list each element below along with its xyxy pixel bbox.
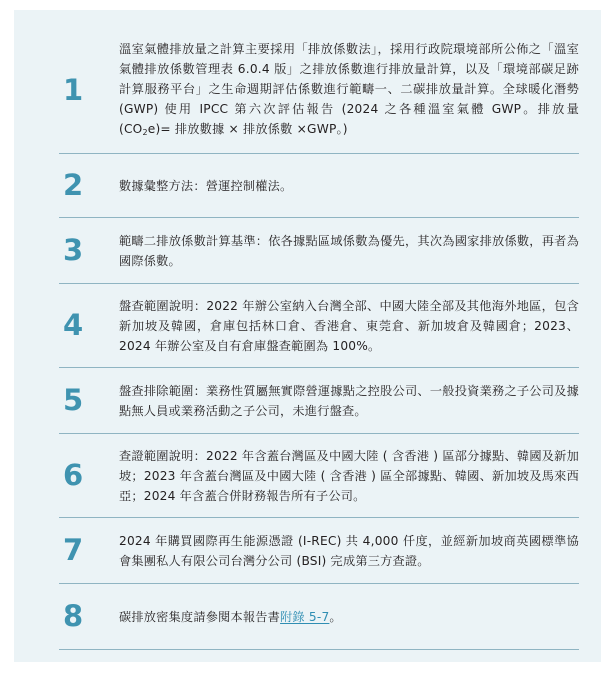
note-number: 8 <box>63 599 84 633</box>
note-number: 7 <box>63 533 84 567</box>
notes-panel <box>14 10 601 662</box>
note-item-2 <box>59 154 579 218</box>
note-item-4 <box>59 284 579 368</box>
note-number: 5 <box>63 383 84 417</box>
note-item-8 <box>59 584 579 650</box>
note-item-7 <box>59 518 579 584</box>
note-number: 6 <box>63 458 84 492</box>
note-text: 數據彙整方法：營運控制權法。 <box>119 178 293 193</box>
note-number: 3 <box>63 233 84 267</box>
note-text: 盤查範圍說明：2022 年辦公室納入台灣全部、中國大陸全部及其他海外地區，包含新加坡及韓國，倉庫包括林口倉、香港倉、東莞倉、新加坡倉及韓國倉；2023、2024 年辦公室及自有倉庫盤查範圍為 100%。 <box>119 298 579 353</box>
note-text: 盤查排除範圍：業務性質屬無實際營運據點之控股公司、一般投資業務之子公司及據點無人員或業務活動之子公司，未進行盤查。 <box>119 383 579 418</box>
note-item-6 <box>59 434 579 518</box>
note-text: 溫室氣體排放量之計算主要採用「排放係數法」，採用行政院環境部所公佈之「溫室氣體排放係數管理表 6.0.4 版」之排放係數進行排放量計算，以及「環境部碳足跡計算服務平台」之生命週期評估係數進行範疇一、二碳排放量計算。全球暖化潛勢 (GWP) 使用 IPCC 第六次評估報告 (2024 之各種溫室氣體 GWP。排放量 $(CO_2e)=$ 排放數據 × 排放係數 ×GWP。) <box>119 41 579 137</box>
note-number: 4 <box>63 308 84 342</box>
notes-list <box>59 28 579 650</box>
note-item-5 <box>59 368 579 434</box>
note-text: 範疇二排放係數計算基準：依各據點區域係數為優先，其次為國家排放係數，再者為國際係數。 <box>119 233 579 268</box>
note-number: 2 <box>63 168 84 202</box>
note-item-3 <box>59 218 579 284</box>
note-text: 查證範圍說明：2022 年含蓋台灣區及中國大陸 ( 含香港 ) 區部分據點、韓國及新加坡；2023 年含蓋台灣區及中國大陸 ( 含香港 ) 區全部據點、韓國、新加坡及馬來西亞；2024 年含蓋合併財務報告所有子公司。 <box>119 448 579 503</box>
note-text: 碳排放密集度請參閱本報告書附錄 5-7。 <box>119 609 342 624</box>
note-item-1 <box>59 28 579 154</box>
note-text: 2024 年購買國際再生能源憑證 (I-REC) 共 4,000 仟度，並經新加坡商英國標準協會集團私人有限公司台灣分公司 (BSI) 完成第三方查證。 <box>119 533 579 568</box>
note-number: 1 <box>63 73 84 107</box>
appendix-5-7-link[interactable]: 附錄 5-7 <box>280 609 330 624</box>
